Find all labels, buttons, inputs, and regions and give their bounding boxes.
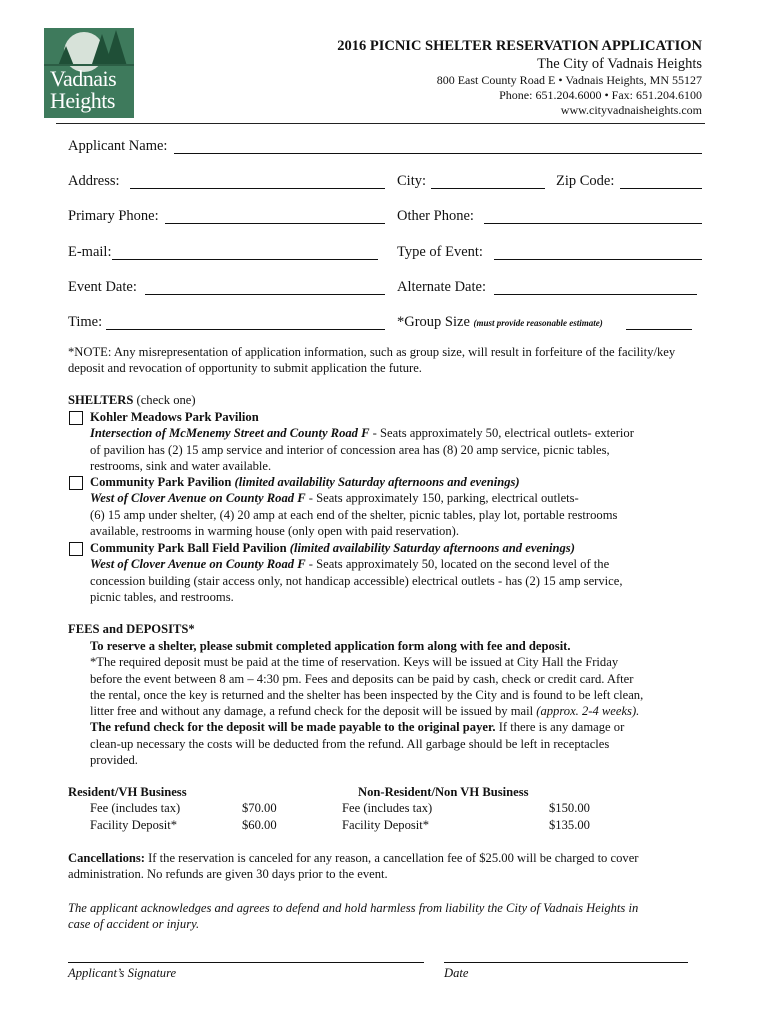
kohler-meadows-name: Kohler Meadows Park Pavilion xyxy=(90,410,259,424)
community-park-name: Community Park Pavilion xyxy=(90,475,232,489)
community-park-checkbox[interactable] xyxy=(69,476,83,490)
applicant-name-field[interactable] xyxy=(174,153,702,154)
logo-text-line2: Heights xyxy=(50,88,115,113)
event-date-label: Event Date: xyxy=(68,279,137,295)
shelters-title: SHELTERS xyxy=(68,393,134,407)
primary-phone-label: Primary Phone: xyxy=(68,208,159,224)
alternate-date-label: Alternate Date: xyxy=(397,279,486,295)
time-field[interactable] xyxy=(106,329,385,330)
zip-label: Zip Code: xyxy=(556,173,615,189)
community-park-description: Community Park Pavilion (limited availability Saturday afternoons and evenings) West of Clover Avenue on County Road F - Seats approximately 150, parking, electrical outlets- (6) 15 amp under shelter, (4) 20 amp at each end of the shelter, picnic tables, play lot, portable restrooms available, restrooms in warming house (only open with paid reservation). xyxy=(90,475,618,538)
fees-description: To reserve a shelter, please submit completed application form along with fee and deposit. *The required deposit must be paid at the time of reservation. Keys will be issued at City Hall the Friday before the event between 8 am – 4:30 pm. Fees and deposits can be paid by cash, check or credit card. After the rental, once the key is returned and the shelter has been inspected by the City and is found to be left clean, litter free and without any damage, a refund check for the deposit will be issued by mail (approx. 2-4 weeks). The refund check for the deposit will be made payable to the original payer. If there is any damage or clean-up necessary the costs will be deducted from the refund. All garbage should be left in receptacles provided. xyxy=(90,638,710,768)
zip-field[interactable] xyxy=(620,188,702,189)
city-address: 800 East County Road E • Vadnais Heights, MN 55127 xyxy=(436,73,702,87)
signature-field[interactable] xyxy=(68,962,424,963)
ball-field-location: West of Clover Avenue on County Road F xyxy=(90,557,306,572)
resident-deposit-value: $60.00 xyxy=(242,818,277,832)
tree-shape xyxy=(105,30,127,66)
group-size-text: *Group Size xyxy=(397,314,470,330)
nonresident-deposit-label: Facility Deposit* xyxy=(342,818,430,832)
group-size-label xyxy=(397,314,603,331)
other-phone-field[interactable] xyxy=(484,223,702,224)
primary-phone-field[interactable] xyxy=(165,223,385,224)
address-label: Address: xyxy=(68,173,120,189)
header-divider xyxy=(56,123,705,124)
city-website[interactable]: www.cityvadnaisheights.com xyxy=(560,103,702,117)
fees-heading: FEES and DEPOSITS* xyxy=(68,622,195,636)
shelters-heading xyxy=(68,393,196,408)
nonresident-deposit-value: $135.00 xyxy=(549,818,590,832)
other-phone-label: Other Phone: xyxy=(397,208,474,224)
misrepresentation-note: *NOTE: Any misrepresentation of application information, such as group size, will result in forfeiture of the facility/key deposit and revocation of opportunity to submit application the future. xyxy=(68,345,676,376)
shelters-subtitle: (check one) xyxy=(136,393,196,407)
event-type-label: Type of Event: xyxy=(397,244,483,260)
cancellation-label: Cancellations: xyxy=(68,851,145,865)
kohler-meadows-description: Kohler Meadows Park Pavilion Intersection of McMenemy Street and County Road F - Seats approximately 50, electrical outlets- exterior of pavilion has (2) 15 amp service and interior of concession area has (8) 20 amp service, picnic tables, restrooms, sink and water available. xyxy=(90,409,710,474)
ball-field-name: Community Park Ball Field Pavilion xyxy=(90,541,287,555)
address-field[interactable] xyxy=(130,188,385,189)
refund-payee-note: The refund check for the deposit will be made payable to the original payer. xyxy=(90,720,496,735)
liability-acknowledgement: The applicant acknowledges and agrees to defend and hold harmless from liability the City of Vadnais Heights in case of accident or injury. xyxy=(68,901,639,932)
signature-label: Applicant’s Signature xyxy=(68,966,177,980)
kohler-meadows-checkbox[interactable] xyxy=(69,411,83,425)
form-title: 2016 PICNIC SHELTER RESERVATION APPLICATION xyxy=(337,38,702,54)
email-label: E-mail: xyxy=(68,244,112,260)
ball-field-description: Community Park Ball Field Pavilion (limited availability Saturday afternoons and evenings) West of Clover Avenue on County Road F - Seats approximately 50, located on the second level of the concession building (stair access only, not handicap accessible) electrical outlets - has (2) 15 amp service, picnic tables, and restrooms. xyxy=(90,541,623,604)
resident-fee-value: $70.00 xyxy=(242,801,277,815)
nonresident-fee-label: Fee (includes tax) xyxy=(342,801,433,815)
date-field[interactable] xyxy=(444,962,688,963)
date-label: Date xyxy=(444,966,469,980)
event-date-field[interactable] xyxy=(145,294,385,295)
community-park-location: West of Clover Avenue on County Road F xyxy=(90,491,306,506)
alternate-date-field[interactable] xyxy=(494,294,697,295)
time-label: Time: xyxy=(68,314,103,330)
resident-fee-label: Fee (includes tax) xyxy=(90,801,181,815)
city-phone-fax: Phone: 651.204.6000 • Fax: 651.204.6100 xyxy=(499,88,702,102)
fees-instruction: To reserve a shelter, please submit completed application form along with fee and deposit. xyxy=(90,639,571,653)
city-field[interactable] xyxy=(431,188,545,189)
email-field[interactable] xyxy=(112,259,378,260)
city-label: City: xyxy=(397,173,427,189)
nonresident-fee-value: $150.00 xyxy=(549,801,590,815)
logo-text-line1: Vadnais xyxy=(50,66,117,91)
event-type-field[interactable] xyxy=(494,259,702,260)
cancellation-policy: Cancellations: If the reservation is canceled for any reason, a cancellation fee of $25.00 will be charged to cover administration. No refunds are given 30 days prior to the event. xyxy=(68,851,639,882)
group-size-note: (must provide reasonable estimate) xyxy=(473,318,603,328)
resident-deposit-label: Facility Deposit* xyxy=(90,818,178,832)
applicant-name-label: Applicant Name: xyxy=(68,138,168,154)
group-size-field[interactable] xyxy=(626,329,692,330)
nonresident-rates-heading: Non-Resident/Non VH Business xyxy=(358,785,529,799)
resident-rates-heading: Resident/VH Business xyxy=(68,785,187,799)
kohler-meadows-location: Intersection of McMenemy Street and County Road F xyxy=(90,426,370,441)
vadnais-heights-logo xyxy=(44,28,134,118)
city-name: The City of Vadnais Heights xyxy=(537,56,702,72)
ball-field-checkbox[interactable] xyxy=(69,542,83,556)
